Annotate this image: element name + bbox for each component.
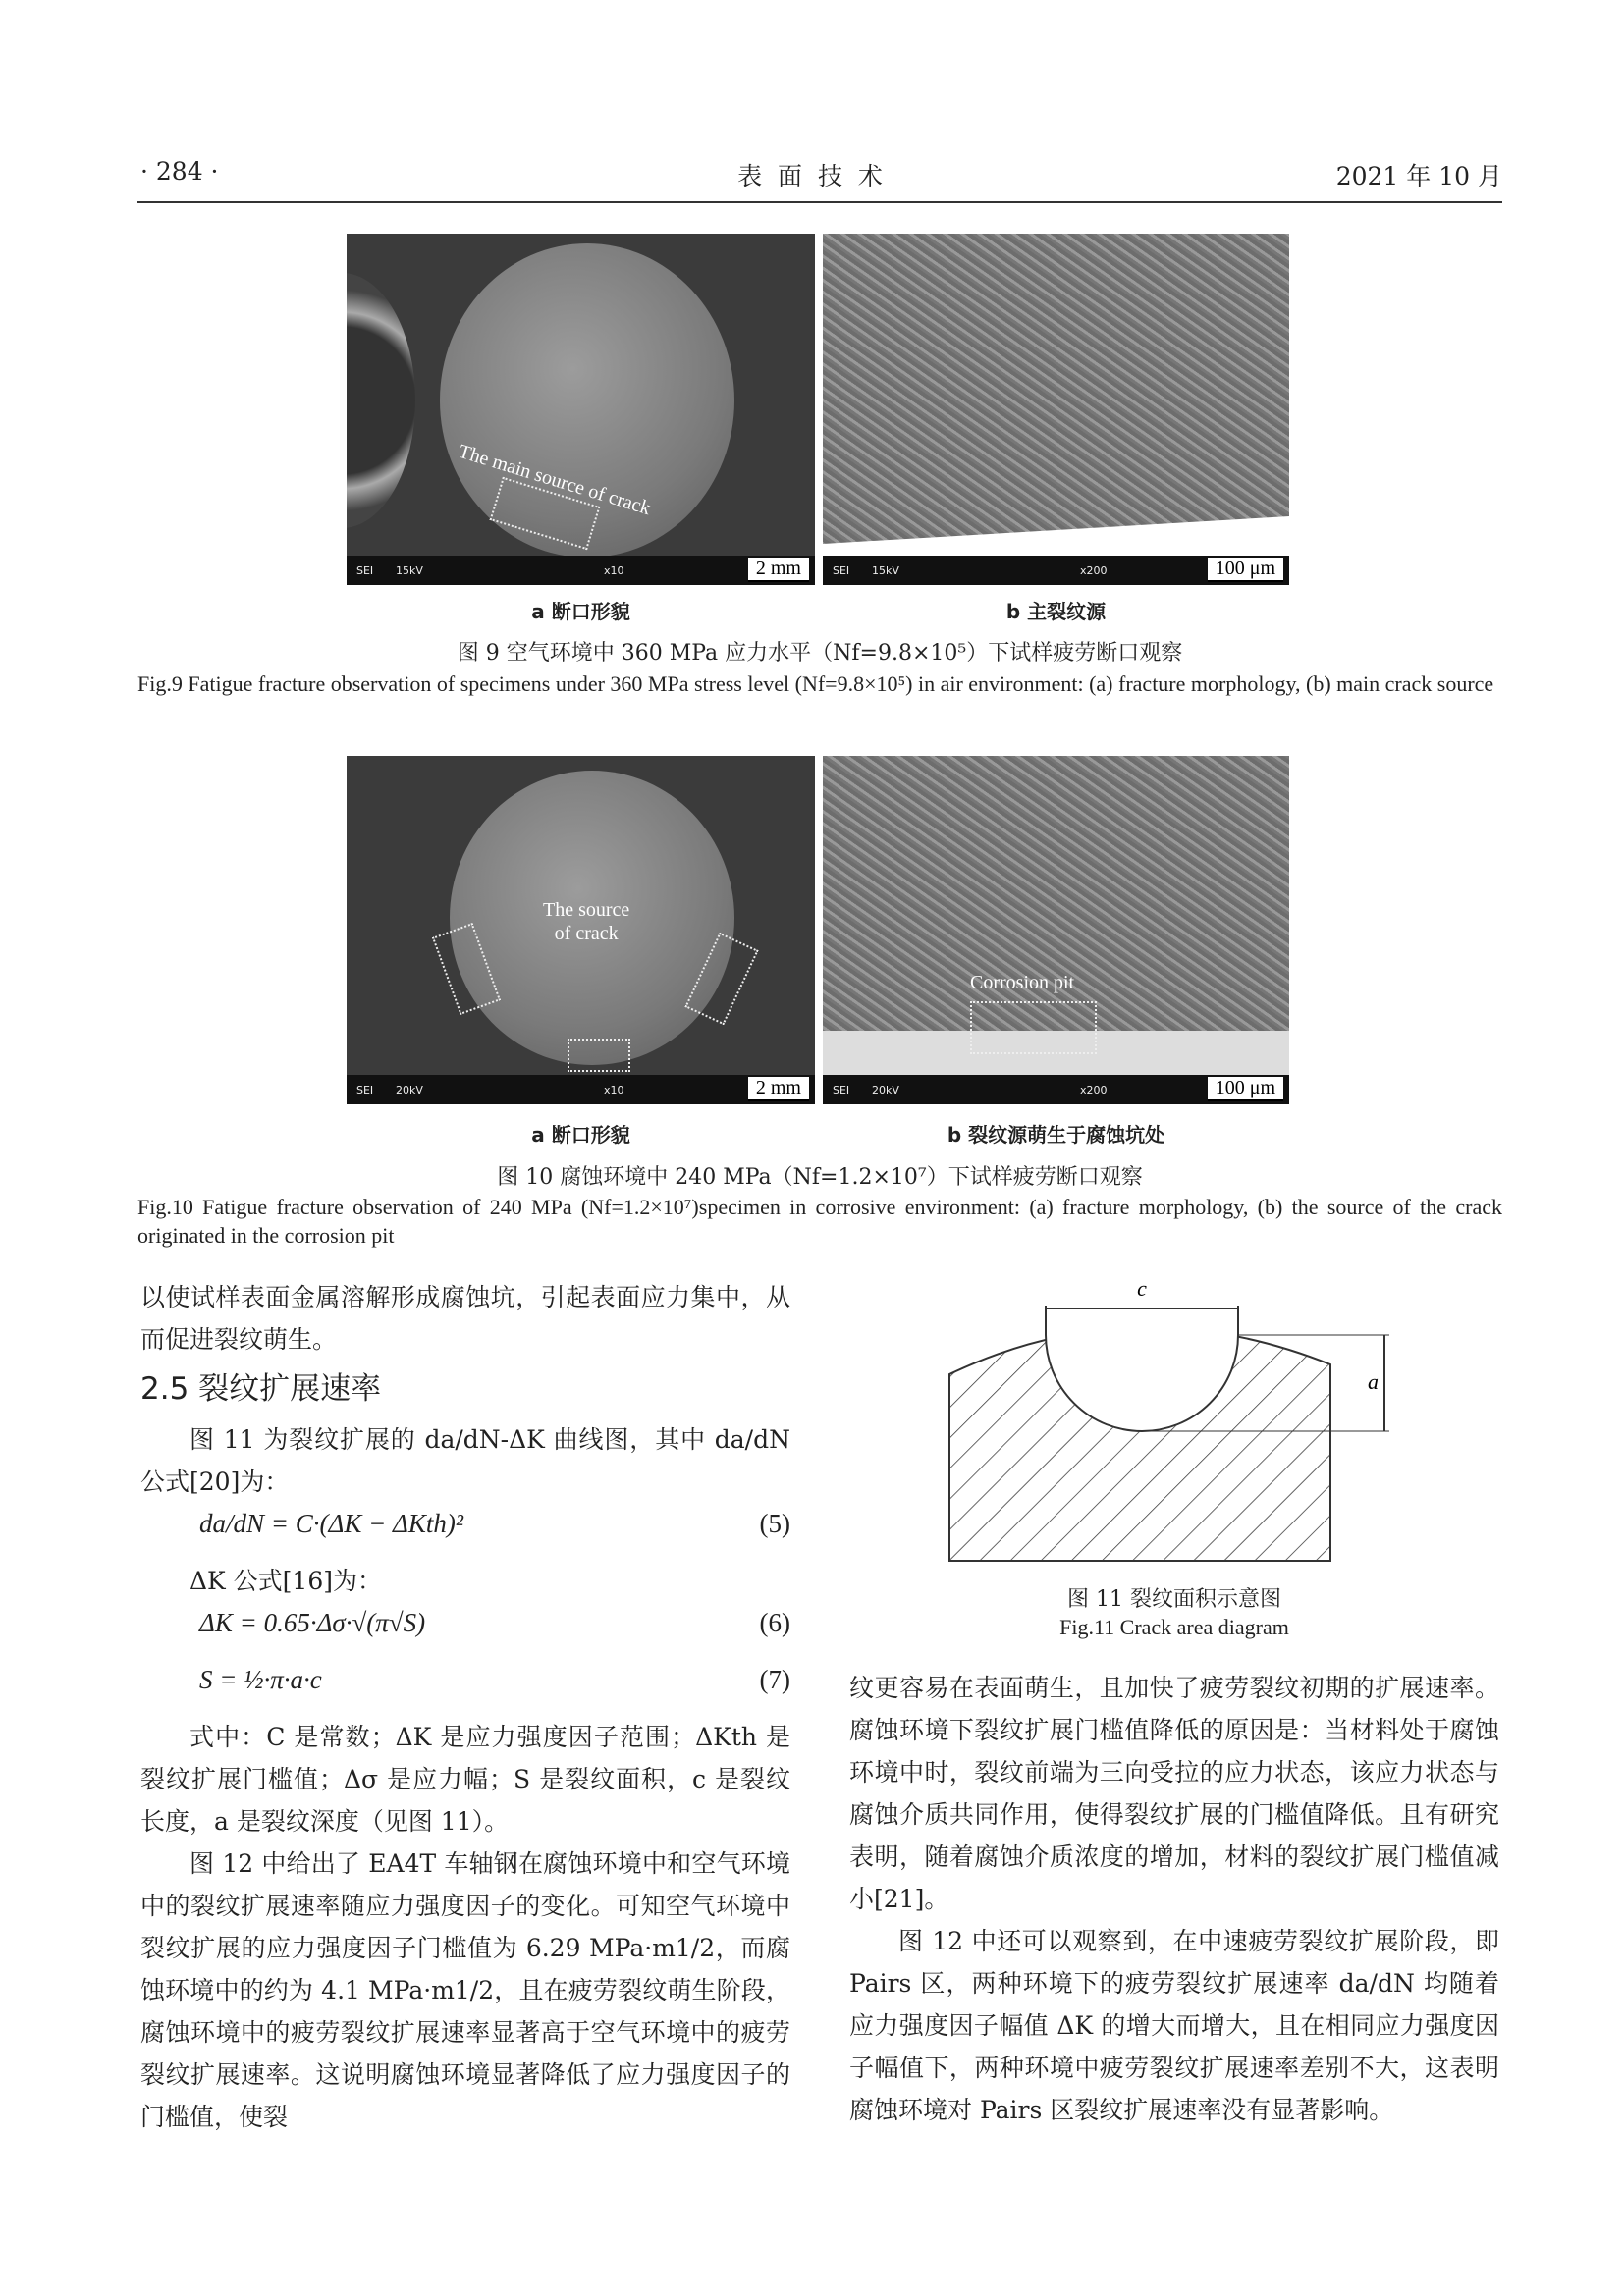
fig11-caption-cn: 图 11 裂纹面积示意图 <box>1067 1587 1281 1612</box>
scale-bar: 2 mm <box>748 558 809 582</box>
c-label: c <box>1137 1276 1147 1301</box>
header-rule <box>137 201 1502 203</box>
fig9b-subcaption: b 主裂纹源 <box>1005 600 1107 623</box>
sem-voltage: 15kV <box>872 564 899 577</box>
scale-bar: 100 μm <box>1208 558 1283 582</box>
sem-detector: SEI <box>833 1084 850 1096</box>
sem-voltage: 20kV <box>396 1084 423 1096</box>
fig9b-sem-image <box>823 234 1289 585</box>
paragraph: 纹更容易在表面萌生，且加快了疲劳裂纹初期的扩展速率。腐蚀环境下裂纹扩展门槛值降低的原因是：当材料处于腐蚀环境中时，裂纹前端为三向受拉的应力状态，该应力状态与腐蚀介质共同作用，使得裂纹扩展的门槛值降低。且有研究表明，随着腐蚀介质浓度的增加，材料的裂纹扩展门槛值减小[21]。 <box>849 1674 1499 1913</box>
equation-5: da/dN = C·(ΔK − ΔKth)² (5) <box>199 1509 790 1538</box>
fig10a-label-line1: The source <box>543 899 630 921</box>
sem-voltage: 20kV <box>872 1084 899 1096</box>
fig9-caption-en: Fig.9 Fatigue fracture observation of specimens under 360 MPa stress level (Nf=9.8×10⁵) in air environment: (a) fracture morphology, (b) main crack source <box>137 671 1494 696</box>
sem-magnification: x200 <box>1080 1084 1108 1096</box>
sem-magnification: x10 <box>604 1084 624 1096</box>
journal-title: 表 面 技 术 <box>737 162 887 190</box>
scale-bar: 2 mm <box>748 1077 809 1101</box>
fig10a-label-line2: of crack <box>554 923 619 944</box>
sem-voltage: 15kV <box>396 564 423 577</box>
fig10a-sem-image <box>347 756 815 1104</box>
section-heading: 2.5 裂纹扩展速率 <box>140 1371 382 1407</box>
fig10b-sem-image <box>823 756 1289 1104</box>
fig10b-subcaption: b 裂纹源萌生于腐蚀坑处 <box>947 1123 1165 1147</box>
fig9a-sem-image <box>347 234 815 585</box>
sem-detector: SEI <box>356 1084 374 1096</box>
equation-7: S = ½·π·a·c (7) <box>199 1665 790 1694</box>
scale-bar: 100 μm <box>1208 1077 1283 1101</box>
issue-date: 2021 年 10 月 <box>1335 162 1502 190</box>
equation-6: ΔK = 0.65·Δσ·√(π√S) (6) <box>199 1608 790 1637</box>
a-label: a <box>1368 1369 1379 1394</box>
paragraph: 图 12 中给出了 EA4T 车轴钢在腐蚀环境中和空气环境中的裂纹扩展速率随应力强度因子的变化。可知空气环境中裂纹扩展的应力强度因子门槛值为 6.29 MPa·m1/2，而腐蚀环境中的约为 4.1 MPa·m1/2，且在疲劳裂纹萌生阶段，腐蚀环境中的疲劳裂纹扩展速率显著高于空气环境中的疲劳裂纹扩展速率。这说明腐蚀环境显著降低了应力强度因子的门槛值，使裂 <box>140 1849 790 2131</box>
fig9a-label: The main source of crack <box>456 440 654 520</box>
paragraph: ΔK 公式[16]为： <box>189 1567 382 1595</box>
paragraph: 式中：C 是常数；ΔK 是应力强度因子范围；ΔKth 是裂纹扩展门槛值；Δσ 是应力幅；S 是裂纹面积，c 是裂纹长度，a 是裂纹深度（见图 11）。 <box>140 1723 790 1836</box>
paragraph: 图 12 中还可以观察到，在中速疲劳裂纹扩展阶段，即 Pairs 区，两种环境下的疲劳裂纹扩展速率 da/dN 均随着应力强度因子幅值 ΔK 的增大而增大，且在相同应力强度因子幅值下，两种环境中疲劳裂纹扩展速率差别不大，这表明腐蚀环境对 Pairs 区裂纹扩展速率没有显著影响。 <box>849 1927 1499 2124</box>
paragraph: 图 11 为裂纹扩展的 da/dN-ΔK 曲线图，其中 da/dN 公式[20]为： <box>140 1425 790 1496</box>
fig11-crack-diagram <box>938 1266 1409 1571</box>
fig10a-subcaption: a 断口形貌 <box>531 1123 630 1147</box>
sem-magnification: x200 <box>1080 564 1108 577</box>
left-column <box>140 1276 790 2138</box>
page-number: · 284 · <box>140 157 219 186</box>
fig10-caption-cn: 图 10 腐蚀环境中 240 MPa（Nf=1.2×10⁷）下试样疲劳断口观察 <box>497 1165 1143 1190</box>
paragraph: 以使试样表面金属溶解形成腐蚀坑，引起表面应力集中，从而促进裂纹萌生。 <box>140 1283 790 1354</box>
sem-magnification: x10 <box>604 564 624 577</box>
sem-detector: SEI <box>833 564 850 577</box>
fig11-caption-en: Fig.11 Crack area diagram <box>1059 1615 1289 1639</box>
fig9-caption-cn: 图 9 空气环境中 360 MPa 应力水平（Nf=9.8×10⁵）下试样疲劳断口观察 <box>457 641 1183 666</box>
right-column <box>849 1667 1499 2131</box>
fig10-caption-en: Fig.10 Fatigue fracture observation of 240 MPa (Nf=1.2×10⁷)specimen in corrosive environment: (a) fracture morphology, (b) the source of the crack originated in the corrosion pit <box>137 1195 1502 1248</box>
fig10b-label: Corrosion pit <box>970 972 1075 993</box>
sem-detector: SEI <box>356 564 374 577</box>
fig9a-subcaption: a 断口形貌 <box>531 600 630 623</box>
